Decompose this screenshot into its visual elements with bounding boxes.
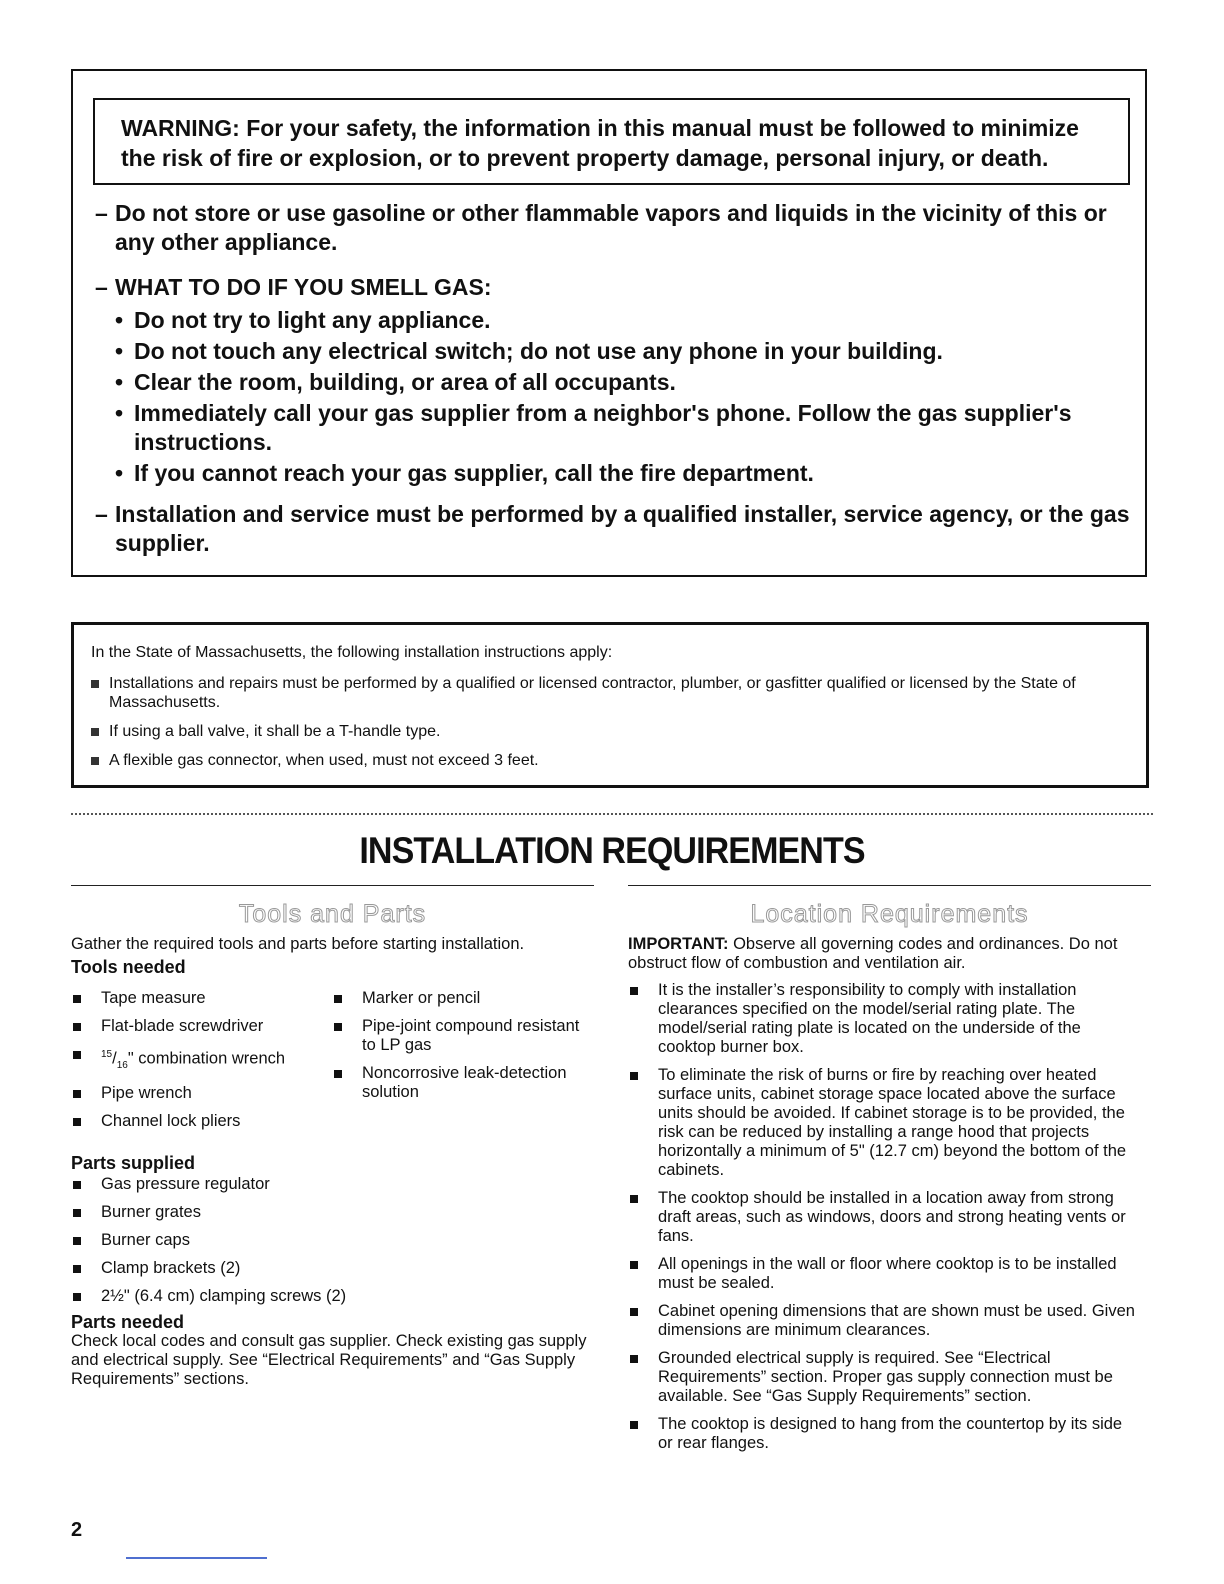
location-heading: Location Requirements [750, 900, 1029, 928]
list-item: The cooktop should be installed in a location away from strong draft areas, such as windows, doors and strong heating vents or fans. [628, 1189, 1138, 1246]
tools-needed-label: Tools needed [71, 957, 186, 977]
list-item: • If you cannot reach your gas supplier, call the fire department. [115, 460, 814, 486]
tools-parts-section [71, 935, 594, 1389]
list-item: It is the installer’s responsibility to comply with installation clearances specified on the model/serial rating plate. The model/serial rating plate is located on the underside of the cooktop burner box. [628, 981, 1138, 1057]
list-item: Tape measure [71, 989, 321, 1008]
dotted-divider [71, 813, 1153, 815]
parts-needed-text: Check local codes and consult gas supplier. Check existing gas supply and electrical supply. See “Electrical Requirements” and “Gas Supply Requirements” sections. [71, 1332, 587, 1388]
warning-item-smell-gas: – WHAT TO DO IF YOU SMELL GAS: • Do not try to light any appliance. • Do not touch any electrical switch; do not use any phone in your building. • Clear the room, building, or area of all occupants. • Immediately call your gas supplier from a neighbor's phone. Follow the gas supplier's instructions. • If you cannot reach your gas supplier, call the fire department. [93, 273, 1133, 488]
list-item: Installations and repairs must be performed by a qualified or licensed contractor, plumber, or gasfitter qualified or licensed by the State of Massachusetts. [91, 674, 1126, 712]
list-item: If using a ball valve, it shall be a T-handle type. [91, 722, 1126, 741]
important-note: IMPORTANT: Observe all governing codes and ordinances. Do not obstruct flow of combustion and ventilation air. [628, 935, 1118, 972]
massachusetts-list [91, 674, 1126, 770]
list-item: • Do not touch any electrical switch; do not use any phone in your building. [115, 338, 943, 364]
tools-list-right [332, 989, 594, 1111]
list-item: To eliminate the risk of burns or fire by reaching over heated surface units, cabinet storage space located above the surface units should be avoided. If cabinet storage is to be provided, the risk can be reduced by installing a range hood that projects horizontally a minimum of 5" (12.7 cm) beyond the bottom of the cabinets. [628, 1066, 1138, 1180]
list-item: • Immediately call your gas supplier from a neighbor's phone. Follow the gas supplier's instructions. [115, 400, 1072, 455]
parts-supplied-label: Parts supplied [71, 1153, 196, 1173]
parts-supplied-list [71, 1175, 594, 1306]
smell-gas-list [115, 306, 1133, 488]
list-item: Burner caps [71, 1231, 594, 1250]
list-item: Gas pressure regulator [71, 1175, 594, 1194]
list-item: A flexible gas connector, when used, must not exceed 3 feet. [91, 751, 1126, 770]
list-item: All openings in the wall or floor where cooktop is to be installed must be sealed. [628, 1255, 1138, 1293]
tools-parts-heading: Tools and Parts [238, 900, 427, 928]
list-item: Noncorrosive leak-detection solution [332, 1064, 594, 1102]
location-section [628, 935, 1138, 1462]
list-item: Clamp brackets (2) [71, 1259, 594, 1278]
list-item: • Clear the room, building, or area of all occupants. [115, 369, 676, 395]
list-item: Pipe-joint compound resistant to LP gas [332, 1017, 594, 1055]
massachusetts-intro: In the State of Massachusetts, the following installation instructions apply: [91, 644, 613, 661]
location-rule [628, 885, 1151, 886]
warning-box [71, 69, 1147, 577]
page-title: INSTALLATION REQUIREMENTS [359, 830, 865, 871]
warning-item-installation: – Installation and service must be performed by a qualified installer, service agency, or the gas supplier. [95, 501, 1130, 556]
list-item: Grounded electrical supply is required. See “Electrical Requirements” section. Proper gas supply connection must be available. See “Gas Supply Requirements” section. [628, 1349, 1138, 1406]
list-item: Flat-blade screwdriver [71, 1017, 321, 1036]
list-item: $^{15}/_{16}$" combination wrench [71, 1045, 321, 1075]
parts-needed-label: Parts needed [71, 1312, 185, 1332]
list-item: Burner grates [71, 1203, 594, 1222]
tools-rule [71, 885, 594, 886]
tools-intro: Gather the required tools and parts before starting installation. [71, 935, 525, 953]
list-item: • Do not try to light any appliance. [115, 307, 491, 333]
list-item: Pipe wrench [71, 1084, 321, 1103]
warning-body [93, 199, 1133, 574]
list-item: Channel lock pliers [71, 1112, 321, 1131]
tools-list-left [71, 989, 321, 1140]
warning-item-flammables: – Do not store or use gasoline or other flammable vapors and liquids in the vicinity of this or any other appliance. [95, 200, 1107, 255]
list-item: The cooktop is designed to hang from the countertop by its side or rear flanges. [628, 1415, 1138, 1453]
list-item: Cabinet opening dimensions that are shown must be used. Given dimensions are minimum clearances. [628, 1302, 1138, 1340]
tools-needed-lists [71, 989, 594, 1154]
massachusetts-box [71, 622, 1149, 788]
footer-line [126, 1557, 267, 1559]
warning-heading [93, 98, 1130, 185]
warning-heading-line2: the risk of fire or explosion, or to prevent property damage, personal injury, or death. [121, 145, 1049, 171]
list-item: Marker or pencil [332, 989, 594, 1008]
list-item: 2½" (6.4 cm) clamping screws (2) [71, 1287, 594, 1306]
location-list [628, 981, 1138, 1453]
warning-heading-line1: WARNING: For your safety, the information in this manual must be followed to minimize [121, 115, 1079, 141]
page-number: 2 [71, 1519, 83, 1541]
